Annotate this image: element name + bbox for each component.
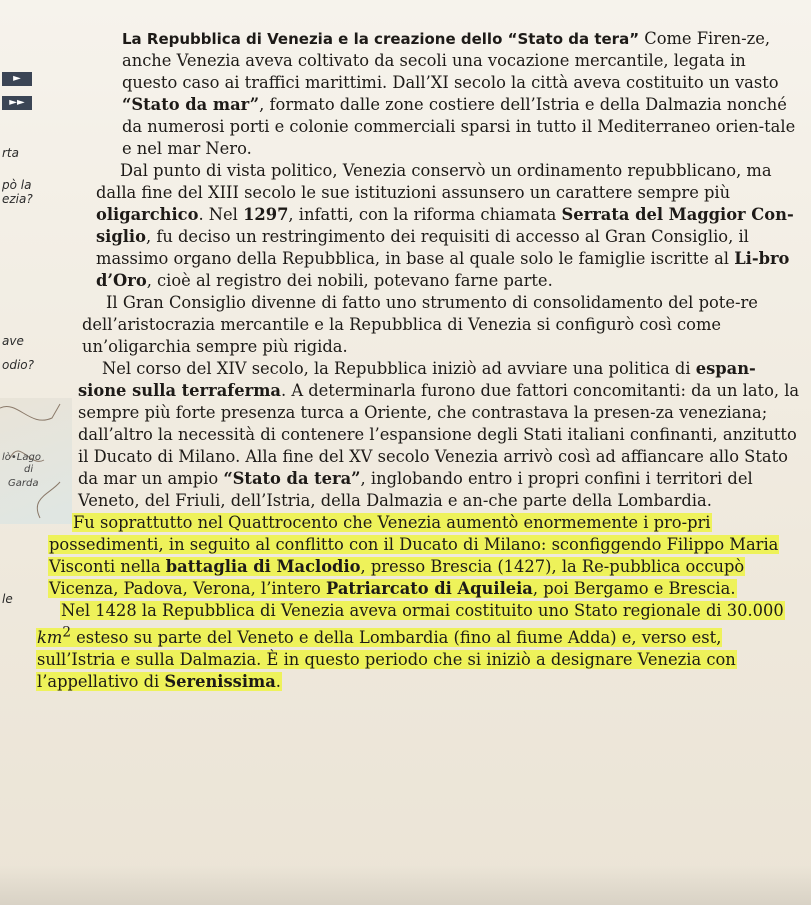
main-text — [37, 28, 803, 693]
margin-note: ezia? — [2, 192, 33, 206]
margin-note: le — [2, 592, 13, 606]
section-title: La Repubblica di Venezia e la creazione dello “Stato da tera” — [122, 30, 640, 48]
map-label: Garda — [8, 478, 39, 489]
margin-note: rta — [2, 146, 19, 160]
bold-term: espan-sione sulla terraferma — [78, 359, 756, 400]
bold-term: Serrata del Maggior Con-siglio — [96, 205, 794, 246]
highlighted-text: Nel 1428 la Repubblica di Venezia aveva ormai costituito uno Stato regionale di 30.000 $km^2$ esteso su parte del Veneto e della Lombardia (fino al fiume Adda) e, verso est, sull’Istria e sulla Dalmazia. È in questo periodo che si iniziò a designare Venezia con l’appellativo di Serenissima. — [37, 601, 784, 692]
paragraph-1: La Repubblica di Venezia e la creazione dello “Stato da tera” Come Firen-ze, anche Venezia aveva coltivato da secoli una vocazione mercantile, legata in questo caso ai traffici marittimi. Dall’XI secolo la città aveva costituito un vasto “Stato da mar”, formato dalle zone costiere dell’Istria e della Dalmazia nonché da numerosi porti e colonie commerciali sparsi in tutto il Mediterraneo orien-tale e nel mar Nero. — [122, 29, 796, 158]
map-fragment — [0, 398, 72, 524]
page-shadow — [0, 865, 811, 905]
paragraph-5 — [48, 512, 803, 600]
margin-note: pò la — [2, 178, 32, 192]
paragraph-6 — [36, 600, 803, 693]
margin-note: ave — [2, 334, 24, 348]
arrow-icon: ► — [2, 72, 32, 86]
paragraph-2: Dal punto di vista politico, Venezia conservò un ordinamento repubblicano, ma dalla fine del XIII secolo le sue istituzioni assunsero un carattere sempre più oligarchico. Nel 1297, infatti, con la riforma chiamata Serrata del Maggior Con-siglio, fu deciso un restringimento dei requisiti di accesso al Gran Consiglio, il massimo organo della Repubblica, in base al quale solo le famiglie iscritte al Li-bro d’Oro, cioè al registro dei nobili, potevano farne parte. — [96, 161, 794, 290]
paragraph-3: Il Gran Consiglio divenne di fatto uno strumento di consolidamento del pote-re dell’aristocrazia mercantile e la Repubblica di Venezia si configurò così come un’oligarchia sempre più rigida. — [82, 293, 758, 356]
double-arrow-icon: ►► — [2, 96, 32, 110]
margin-note: odio? — [2, 358, 35, 372]
map-label: di — [24, 464, 34, 475]
bold-term: “Stato da tera” — [223, 469, 361, 488]
bold-term: 1297 — [243, 205, 289, 224]
highlighted-text: Fu soprattutto nel Quattrocento che Venezia aumentò enormemente i pro-pri possedimenti, in seguito al conflitto con il Ducato di Milano: sconfiggendo Filippo Maria Visconti nella battaglia di Maclodio, presso Brescia (1427), la Re-pubblica occupò Vicenza, Padova, Verona, l’intero Patriarcato di Aquileia, poi Bergamo e Brescia. — [49, 513, 779, 598]
bold-term: Li-bro d’Oro — [96, 249, 790, 290]
bold-term: battaglia di Maclodio — [165, 557, 361, 576]
map-label: lò•Lago — [2, 452, 41, 463]
left-margin — [0, 0, 70, 905]
bold-term: Patriarcato di Aquileia — [326, 579, 533, 598]
paragraph-4: Nel corso del XIV secolo, la Repubblica iniziò ad avviare una politica di espan-sione sulla terraferma. A determinarla furono due fattori concomitanti: da un lato, la sempre più forte presenza turca a Oriente, che contrastava la presen-za veneziana; dall’altro la necessità di contenere l’espansione degli Stati italiani confinanti, anzitutto il Ducato di Milano. Alla fine del XV secolo Venezia arrivò così ad affiancare allo Stato da mar un ampio “Stato da tera”, inglobando entro i propri confini i territori del Veneto, del Friuli, dell’Istria, della Dalmazia e an-che parte della Lombardia. — [78, 359, 800, 510]
bold-term: oligarchico — [96, 205, 199, 224]
unit: km — [37, 628, 63, 648]
unit-exponent: 2 — [62, 625, 71, 641]
bold-term: Serenissima — [164, 672, 276, 692]
bold-term: “Stato da mar” — [122, 95, 260, 114]
